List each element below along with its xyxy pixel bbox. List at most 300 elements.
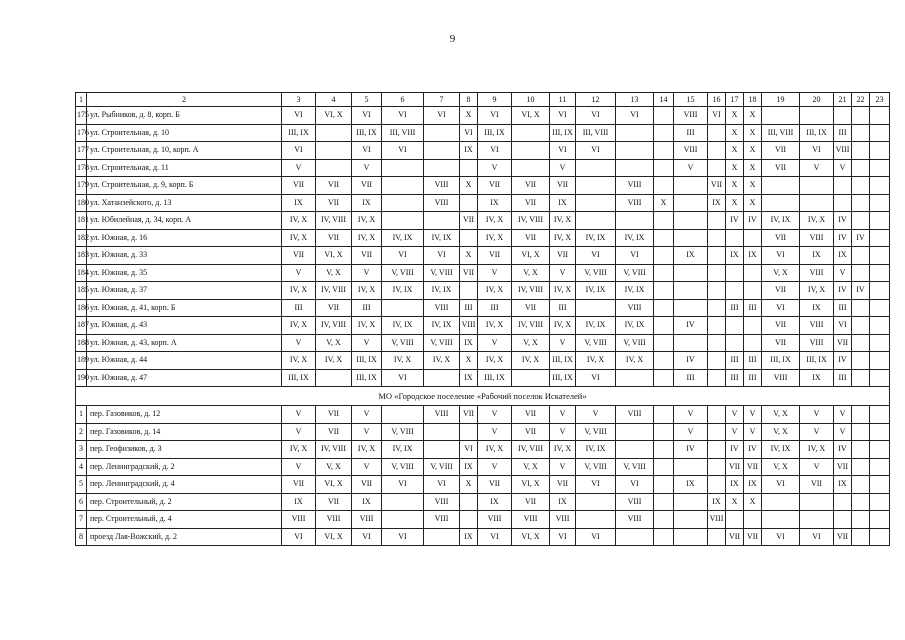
value-cell: VIII [424,177,460,195]
value-cell: VIII [352,511,382,529]
value-cell [834,177,852,195]
address-cell: пер. Ленинградский, д. 2 [87,458,282,476]
value-cell: VII [744,458,762,476]
value-cell: IX [834,476,852,494]
value-cell: VII [478,247,512,265]
table-row [76,369,890,387]
value-cell: V [282,159,316,177]
value-cell: X [744,124,762,142]
value-cell: V [800,423,834,441]
value-cell: IV, X [352,317,382,335]
value-cell [834,493,852,511]
value-cell: V [726,406,744,424]
value-cell [870,334,890,352]
row-number: 183 [76,247,87,265]
value-cell: IX [478,194,512,212]
row-number: 2 [76,423,87,441]
value-cell: VII [726,458,744,476]
value-cell [674,299,708,317]
value-cell [654,423,674,441]
value-cell [654,334,674,352]
value-cell: X [744,159,762,177]
value-cell [852,212,870,230]
value-cell: IV, X [352,441,382,459]
value-cell: VI, X [512,247,550,265]
column-header-18: 18 [744,93,762,107]
value-cell [870,441,890,459]
column-header-22: 22 [852,93,870,107]
value-cell [460,229,478,247]
value-cell: V, X [512,458,550,476]
value-cell [870,159,890,177]
value-cell: IV, VIII [512,441,550,459]
value-cell: VII [512,194,550,212]
value-cell [654,317,674,335]
value-cell: V [674,159,708,177]
value-cell: IX [352,493,382,511]
value-cell: VII [460,406,478,424]
value-cell: IV, IX [382,317,424,335]
value-cell [852,177,870,195]
value-cell: IV, IX [382,441,424,459]
value-cell: V [674,423,708,441]
address-cell: ул. Южная, д. 33 [87,247,282,265]
value-cell [708,441,726,459]
value-cell [616,212,654,230]
value-cell [616,369,654,387]
value-cell: V [834,423,852,441]
value-cell [382,159,424,177]
value-cell [616,159,654,177]
value-cell [870,476,890,494]
value-cell: VI [576,247,616,265]
value-cell: X [744,493,762,511]
value-cell: VII [550,247,576,265]
value-cell [674,229,708,247]
value-cell: IV, IX [576,441,616,459]
column-header-3: 3 [282,93,316,107]
value-cell: IV, X [478,212,512,230]
value-cell: V [834,406,852,424]
value-cell: VI [424,476,460,494]
value-cell [654,493,674,511]
value-cell: V, VIII [382,458,424,476]
value-cell: III [744,299,762,317]
value-cell [726,229,744,247]
row-number: 5 [76,476,87,494]
value-cell: VI, X [512,528,550,546]
value-cell: VII [352,177,382,195]
value-cell [654,229,674,247]
value-cell: IX [726,476,744,494]
value-cell [708,142,726,160]
value-cell: VI [382,528,424,546]
section-row [76,387,890,406]
table-row [76,229,890,247]
value-cell: V [834,159,852,177]
value-cell: IV, IX [576,282,616,300]
value-cell: VI [616,107,654,125]
value-cell [382,511,424,529]
value-cell: V, VIII [382,334,424,352]
value-cell: III [834,369,852,387]
value-cell: V, VIII [616,334,654,352]
value-cell: VIII [616,493,654,511]
value-cell [834,511,852,529]
value-cell: IV, IX [616,317,654,335]
value-cell: IV, X [478,282,512,300]
value-cell: V [800,458,834,476]
value-cell: IV, VIII [512,212,550,230]
value-cell: IV [852,282,870,300]
value-cell: V, VIII [576,458,616,476]
value-cell [674,493,708,511]
value-cell: X [460,107,478,125]
value-cell: IV, X [282,282,316,300]
value-cell: VIII [616,511,654,529]
value-cell: X [654,194,674,212]
value-cell [852,124,870,142]
value-cell: V [576,406,616,424]
value-cell [382,194,424,212]
value-cell: VII [834,458,852,476]
value-cell: IV, X [316,352,352,370]
value-cell [424,212,460,230]
row-number: 176 [76,124,87,142]
value-cell: IV, IX [424,229,460,247]
value-cell [852,247,870,265]
value-cell: IX [460,142,478,160]
value-cell [708,247,726,265]
value-cell: IV, VIII [316,212,352,230]
value-cell [852,264,870,282]
value-cell: IV, X [478,352,512,370]
value-cell: V [352,264,382,282]
value-cell [870,511,890,529]
value-cell: IV, X [550,441,576,459]
value-cell: X [460,352,478,370]
value-cell: VII [512,406,550,424]
value-cell: VII [512,423,550,441]
table-row [76,177,890,195]
table-row [76,107,890,125]
value-cell: IV, X [800,212,834,230]
value-cell: IX [800,299,834,317]
value-cell: VI [800,142,834,160]
value-cell [852,369,870,387]
value-cell [674,334,708,352]
value-cell: III [726,369,744,387]
value-cell [654,352,674,370]
table-row [76,528,890,546]
value-cell: IV, IX [576,317,616,335]
value-cell [708,299,726,317]
value-cell: IX [478,493,512,511]
value-cell [852,511,870,529]
column-header-19: 19 [762,93,800,107]
value-cell [870,107,890,125]
value-cell: X [726,107,744,125]
value-cell: V [478,159,512,177]
value-cell: IV, X [282,317,316,335]
value-cell [870,369,890,387]
value-cell: IV, IX [616,282,654,300]
value-cell: IV, X [478,317,512,335]
value-cell: VI [460,124,478,142]
row-number: 175 [76,107,87,125]
value-cell [674,212,708,230]
value-cell [708,159,726,177]
value-cell: IV, X [550,229,576,247]
value-cell: VII [316,299,352,317]
value-cell: V [550,264,576,282]
value-cell: IX [550,493,576,511]
value-cell: V [674,406,708,424]
value-cell: IV [744,441,762,459]
value-cell: V [550,458,576,476]
value-cell: V, X [762,264,800,282]
value-cell: VIII [800,264,834,282]
value-cell [870,177,890,195]
value-cell [512,124,550,142]
value-cell [708,282,726,300]
value-cell: V [352,159,382,177]
value-cell: V [282,406,316,424]
value-cell: V [478,264,512,282]
value-cell [708,528,726,546]
value-cell [616,423,654,441]
value-cell [708,423,726,441]
value-cell: V [550,406,576,424]
value-cell: IV [852,229,870,247]
value-cell: VIII [424,406,460,424]
value-cell: IX [708,493,726,511]
value-cell: X [460,177,478,195]
value-cell: VI [478,107,512,125]
row-number: 7 [76,511,87,529]
value-cell [424,423,460,441]
value-cell: VII [460,264,478,282]
value-cell [576,493,616,511]
value-cell: V [478,334,512,352]
value-cell: IV, IX [424,282,460,300]
value-cell: III [744,352,762,370]
value-cell [852,299,870,317]
value-cell: IX [460,369,478,387]
value-cell: VIII [708,511,726,529]
value-cell: III [834,299,852,317]
value-cell: IV, IX [762,212,800,230]
column-header-12: 12 [576,93,616,107]
value-cell: VI, X [512,476,550,494]
value-cell [654,264,674,282]
address-cell: ул. Юбилейная, д. 34, корп. А [87,212,282,230]
value-cell [654,212,674,230]
value-cell: V, X [512,264,550,282]
value-cell: III [282,299,316,317]
value-cell: V [726,423,744,441]
table-row [76,406,890,424]
value-cell [654,124,674,142]
value-cell: IV [726,212,744,230]
value-cell: V [744,406,762,424]
value-cell: IX [708,194,726,212]
value-cell: VI [550,142,576,160]
value-cell: VIII [834,142,852,160]
column-header-6: 6 [382,93,424,107]
value-cell: VIII [282,511,316,529]
value-cell: VII [762,229,800,247]
table-row [76,247,890,265]
value-cell: IX [726,247,744,265]
table-row [76,334,890,352]
table-row [76,458,890,476]
value-cell [870,264,890,282]
value-cell: VII [512,177,550,195]
value-cell: IX [460,458,478,476]
table-row [76,282,890,300]
value-cell [708,124,726,142]
value-cell: IV, X [282,352,316,370]
column-header-17: 17 [726,93,744,107]
value-cell [674,511,708,529]
value-cell: VI [762,476,800,494]
value-cell [852,107,870,125]
value-cell: IV, IX [382,229,424,247]
value-cell: X [744,194,762,212]
column-header-15: 15 [674,93,708,107]
column-header-23: 23 [870,93,890,107]
value-cell [870,406,890,424]
value-cell [316,159,352,177]
row-number: 8 [76,528,87,546]
table-row [76,493,890,511]
value-cell [576,159,616,177]
value-cell: III, IX [800,352,834,370]
value-cell: III [744,369,762,387]
value-cell [316,142,352,160]
value-cell: VIII [424,299,460,317]
value-cell: VI [424,107,460,125]
address-cell: ул. Южная, д. 43, корп. А [87,334,282,352]
value-cell [424,441,460,459]
value-cell [424,528,460,546]
address-cell: ул. Южная, д. 35 [87,264,282,282]
value-cell [382,299,424,317]
value-cell: IV, VIII [316,441,352,459]
table-row [76,142,890,160]
value-cell [852,194,870,212]
value-cell: V [352,334,382,352]
value-cell: VI [762,299,800,317]
value-cell: IV, X [550,282,576,300]
value-cell: X [744,107,762,125]
table-row [76,159,890,177]
value-cell [800,511,834,529]
value-cell [762,194,800,212]
value-cell [870,229,890,247]
section-title: МО «Городское поселение «Рабочий поселок Искателей» [76,387,890,406]
value-cell [576,299,616,317]
value-cell: VI [382,107,424,125]
value-cell: III [674,369,708,387]
value-cell: IV, VIII [316,282,352,300]
value-cell [870,423,890,441]
value-cell: III, IX [282,124,316,142]
column-header-21: 21 [834,93,852,107]
value-cell: III, IX [550,352,576,370]
column-header-4: 4 [316,93,352,107]
value-cell [852,423,870,441]
value-cell: IV, IX [424,317,460,335]
value-cell: IV [834,212,852,230]
value-cell: IV [834,352,852,370]
value-cell: IV, X [352,282,382,300]
value-cell [870,142,890,160]
table-row [76,317,890,335]
value-cell [654,528,674,546]
value-cell: V [550,423,576,441]
row-number: 182 [76,229,87,247]
value-cell [708,476,726,494]
value-cell: VII [762,334,800,352]
value-cell [800,194,834,212]
value-cell: IV, X [800,441,834,459]
address-cell: пер. Геофизиков, д. 3 [87,441,282,459]
value-cell [834,194,852,212]
value-cell [654,247,674,265]
value-cell: V [800,159,834,177]
value-cell: V, X [762,423,800,441]
value-cell: IV, IX [616,229,654,247]
value-cell [800,493,834,511]
value-cell: VI [460,441,478,459]
row-number: 181 [76,212,87,230]
value-cell [852,528,870,546]
value-cell: V, VIII [576,334,616,352]
value-cell: VII [550,476,576,494]
value-cell [800,107,834,125]
value-cell [424,159,460,177]
value-cell: VI, X [316,528,352,546]
value-cell [512,142,550,160]
address-cell: ул. Хатанзейского, д. 13 [87,194,282,212]
column-header-20: 20 [800,93,834,107]
value-cell: VI, X [316,107,352,125]
value-cell: VI [478,142,512,160]
row-number: 177 [76,142,87,160]
value-cell: V, VIII [616,264,654,282]
row-number: 188 [76,334,87,352]
address-cell: ул. Строительная, д. 11 [87,159,282,177]
value-cell: V [550,334,576,352]
value-cell: VIII [460,317,478,335]
value-cell: IX [744,476,762,494]
value-cell: VIII [550,511,576,529]
value-cell [708,352,726,370]
value-cell: VII [708,177,726,195]
value-cell: IV, X [382,352,424,370]
value-cell [460,493,478,511]
value-cell [852,317,870,335]
address-cell: ул. Южная, д. 16 [87,229,282,247]
value-cell: VI [352,528,382,546]
value-cell: X [726,194,744,212]
value-cell: VI [576,528,616,546]
value-cell [708,369,726,387]
value-cell: IV, IX [382,282,424,300]
value-cell: IV, X [616,352,654,370]
